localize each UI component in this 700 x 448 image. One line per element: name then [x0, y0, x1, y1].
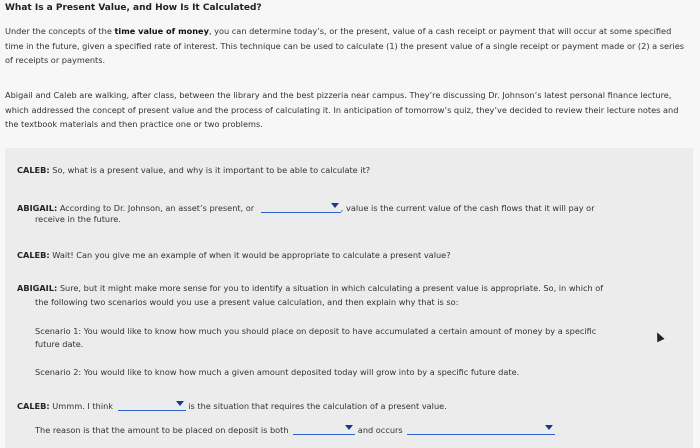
- speaker-label: CALEB:: [17, 250, 50, 260]
- dropdown-arrow-icon: [176, 401, 184, 406]
- dropdown-arrow-icon: [545, 425, 553, 430]
- dialog-text: The reason is that the amount to be placed on deposit is both: [35, 425, 289, 435]
- dropdown-arrow-icon: [331, 203, 339, 208]
- present-value-dropdown[interactable]: [261, 201, 341, 213]
- dialog-text: Ummm. I think: [49, 401, 114, 411]
- dropdown-arrow-icon: [345, 425, 353, 430]
- intro-text-end: , you can determine today’s, or the present, value of a cash receipt or payment that will occur at some specified time in the future, given a specified rate of interest. This technique can be used to calculate (1) the present value of a single receipt or payment made or (2) a series of receipts or payments.: [5, 26, 684, 65]
- scenario-1-cont: future date.: [35, 339, 84, 349]
- scenario-2: Scenario 2: You would like to know how much a given amount deposited today will grow into by a specific future date.: [35, 367, 520, 377]
- scenario-1: Scenario 1: You would like to know how much you should place on deposit to have accumulated a certain amount of money by a specific: [35, 326, 597, 336]
- dialog-panel: [5, 148, 693, 448]
- dialog-text: Wait! Can you give me an example of when it would be appropriate to calculate a present value?: [49, 250, 451, 260]
- dialog-line-abigail-2: [17, 283, 603, 293]
- scenario-choice-dropdown[interactable]: [118, 399, 186, 411]
- timing-dropdown[interactable]: [407, 423, 555, 435]
- page-title: What Is a Present Value, and How Is It Calculated?: [5, 3, 262, 13]
- dialog-text: According to Dr. Johnson, an asset’s present, or: [57, 203, 255, 213]
- intro-text-start: Under the concepts of the: [5, 26, 115, 36]
- scenario-paragraph: Abigail and Caleb are walking, after class, between the library and the best pizzeria near campus. They’re discussing Dr. Johnson’s latest personal finance lecture, which addressed the concept of present value and the process of calculating it. In anticipation of tomorrow’s quiz, they’ve decided to review their lecture notes and the textbook materials and then practice one or two problems.: [5, 90, 679, 129]
- dialog-line-caleb-2: [17, 250, 451, 260]
- intro-bold-term: time value of money: [114, 26, 209, 36]
- dialog-line-reason: [35, 423, 555, 435]
- dialog-line-caleb-1: [17, 165, 370, 175]
- dialog-line-abigail-2-cont: the following two scenarios would you use a present value calculation, and then explain why that is so:: [35, 297, 459, 307]
- dialog-text: is the situation that requires the calculation of a present value.: [185, 401, 447, 411]
- dialog-text: Sure, but it might make more sense for you to identify a situation in which calculating a present value is appropriate. So, in which of: [57, 283, 604, 293]
- dialog-line-abigail-1: [17, 201, 595, 213]
- amount-known-dropdown[interactable]: [293, 423, 355, 435]
- speaker-label: ABIGAIL:: [17, 203, 58, 213]
- dialog-line-caleb-3: [17, 399, 447, 411]
- dialog-text: , value is the current value of the cash flows that it will pay or: [340, 203, 595, 213]
- intro-paragraph: [5, 24, 685, 68]
- dialog-line-abigail-1-cont: receive in the future.: [35, 214, 121, 224]
- dialog-text: and occurs: [357, 425, 403, 435]
- speaker-label: CALEB:: [17, 401, 50, 411]
- speaker-label: ABIGAIL:: [17, 283, 58, 293]
- dialog-text: So, what is a present value, and why is it important to be able to calculate it?: [49, 165, 371, 175]
- speaker-label: CALEB:: [17, 165, 50, 175]
